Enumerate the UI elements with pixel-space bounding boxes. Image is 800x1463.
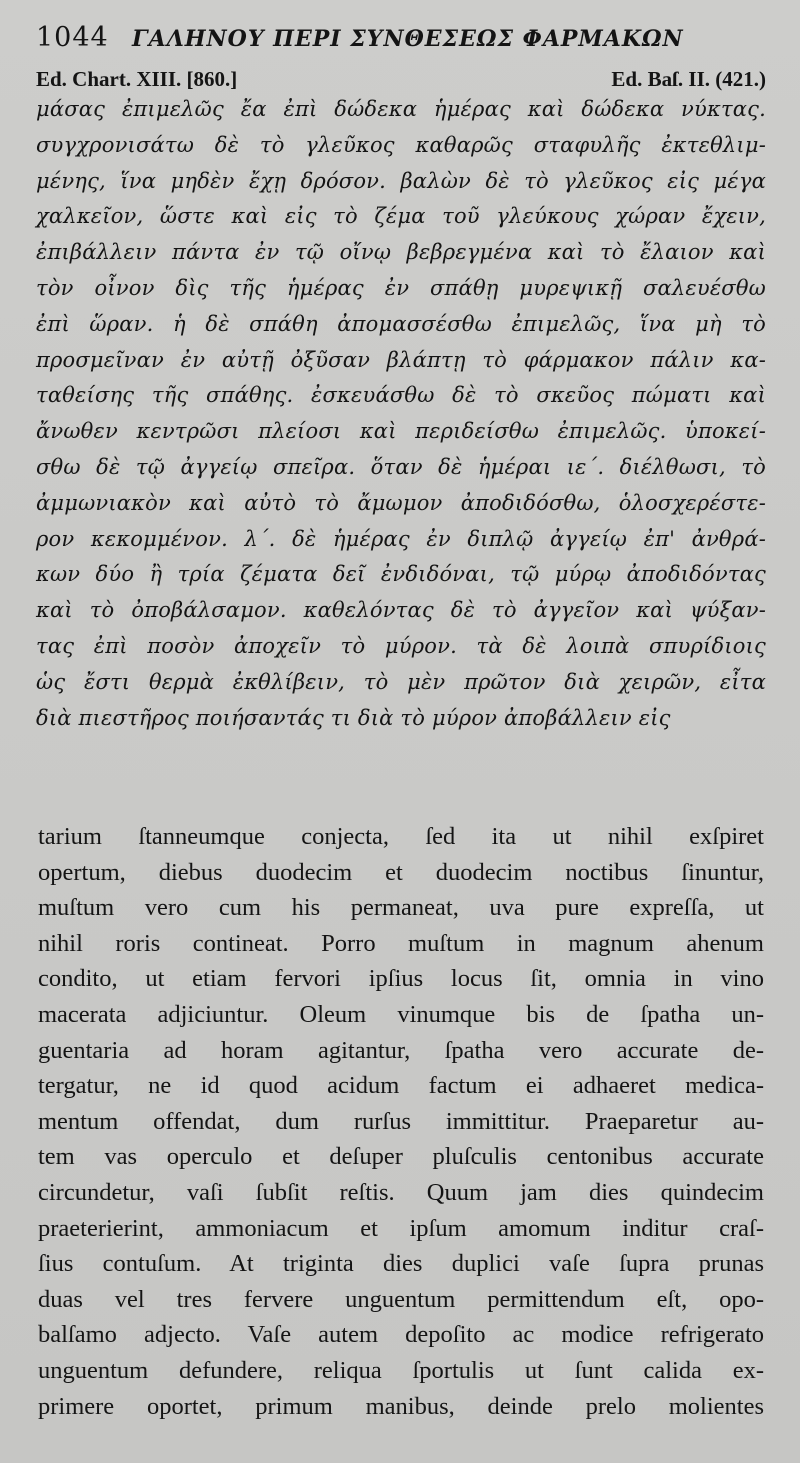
greek-line: ἀμμωνιακὸν καὶ αὐτὸ τὸ ἄμωμον ἀποδιδόσθω, ὁλοσχερέστε- [36,490,766,515]
latin-line: duas vel tres fervere unguentum permittendum eſt, opo- [38,1285,764,1313]
greek-line: ἐπιβάλλειν πάντα ἐν τῷ οἴνῳ βεβρεγμένα καὶ τὸ ἔλαιον καὶ [36,240,766,265]
latin-line: condito, ut etiam fervori ipſius locus ſit, omnia in vino [38,965,764,993]
edition-right: Ed. Baſ. II. (421.) [611,67,766,91]
greek-line: μάσας ἐπιμελῶς ἔα ἐπὶ δώδεκα ἡμέρας καὶ δώδεκα νύκτας. [36,97,766,121]
page-number: 1044 [36,22,109,53]
latin-line: opertum, diebus duodecim et duodecim noctibus ſinuntur, [38,858,764,886]
greek-line: ἄνωθεν κεντρῶσι πλείοσι καὶ περιδείσθω ἐπιμελῶς. ὑποκεί- [36,419,766,444]
greek-line: τας ἐπὶ ποσὸν ἀποχεῖν τὸ μύρον. τὰ δὲ λοιπὰ σπυρίδιοις [36,633,766,658]
latin-line: mentum offendat, dum rurſus immittitur. Praeparetur au- [38,1107,764,1135]
greek-line: τὸν οἶνον δὶς τῆς ἡμέρας ἐν σπάθῃ μυρεψικῇ σαλευέσθω [36,275,766,300]
greek-line: κων δύο ἢ τρία ζέματα δεῖ ἐνδιδόναι, τῷ μύρῳ ἀποδιδόντας [36,562,766,587]
latin-line: tem vas operculo et deſuper pluſculis centonibus accurate [38,1143,764,1171]
latin-line: primere oportet, primum manibus, deinde prelo molientes [38,1392,764,1420]
greek-line: συγχρονισάτω δὲ τὸ γλεῦκος καθαρῶς σταφυλῆς ἐκτεθλιμ- [36,132,766,157]
greek-line: ρον κεκομμένον. λ΄. δὲ ἡμέρας ἐν διπλῷ ἀγγείῳ ἐπ' ἀνθρά- [36,526,766,551]
latin-line: unguentum defundere, reliqua ſportulis ut ſunt calida ex- [38,1356,764,1384]
latin-line: tergatur, ne id quod acidum factum ei adhaeret medica- [38,1072,764,1100]
greek-line: μένης, ἵνα μηδὲν ἔχῃ δρόσον. βαλὼν δὲ τὸ γλεῦκος εἰς μέγα [36,168,766,193]
latin-text [38,819,764,1424]
greek-text [36,92,766,736]
running-head [36,22,766,66]
latin-line: guentaria ad horam agitantur, ſpatha vero accurate de- [38,1036,764,1064]
running-title: ΓΑΛΗΝΟΥ ΠΕΡΙ ΣΥΝΘΕΣΕΩΣ ΦΑΡΜΑΚΩΝ [132,26,684,52]
latin-line: ſius contuſum. At triginta dies duplici vaſe ſupra prunas [38,1250,764,1278]
greek-line: σθω δὲ τῷ ἀγγείῳ σπεῖρα. ὅταν δὲ ἡμέραι ιε΄. διέλθωσι, τὸ [36,454,766,479]
greek-line: ἐπὶ ὥραν. ἡ δὲ σπάθη ἀπομασσέσθω ἐπιμελῶς, ἵνα μὴ τὸ [36,311,766,336]
greek-line: χαλκεῖον, ὥστε καὶ εἰς τὸ ζέμα τοῦ γλεύκους χώραν ἔχειν, [36,204,766,229]
latin-line: macerata adjiciuntur. Oleum vinumque bis de ſpatha un- [38,1000,764,1028]
greek-line: ταθείσης τῆς σπάθης. ἐσκευάσθω δὲ τὸ σκεῦος πώματι καὶ [36,383,766,408]
greek-line: προσμεῖναν ἐν αὐτῇ ὀξῦσαν βλάπτῃ τὸ φάρμακον πάλιν κα- [36,347,766,372]
edition-left: Ed. Chart. XIII. [860.] [36,67,238,91]
greek-line: διὰ πιεστῆρος ποιήσαντάς τι διὰ τὸ μύρον ἀποβάλλειν εἰς [36,705,671,730]
edition-line [36,66,766,92]
latin-line: praeterierint, ammoniacum et ipſum amomum inditur craſ- [38,1214,764,1242]
latin-line: muſtum vero cum his permaneat, uva pure expreſſa, ut [38,894,764,922]
latin-line: circundetur, vaſi ſubſit reſtis. Quum jam dies quindecim [38,1178,764,1206]
greek-line: καὶ τὸ ὀποβάλσαμον. καθελόντας δὲ τὸ ἀγγεῖον καὶ ψύξαν- [36,598,766,623]
latin-line: tarium ſtanneumque conjecta, ſed ita ut nihil exſpiret [38,823,764,850]
latin-line: nihil roris contineat. Porro muſtum in magnum ahenum [38,929,764,957]
greek-line: ὡς ἔστι θερμὰ ἐκθλίβειν, τὸ μὲν πρῶτον διὰ χειρῶν, εἶτα [36,669,766,694]
latin-line: balſamo adjecto. Vaſe autem depoſito ac modice refrigerato [38,1321,764,1349]
